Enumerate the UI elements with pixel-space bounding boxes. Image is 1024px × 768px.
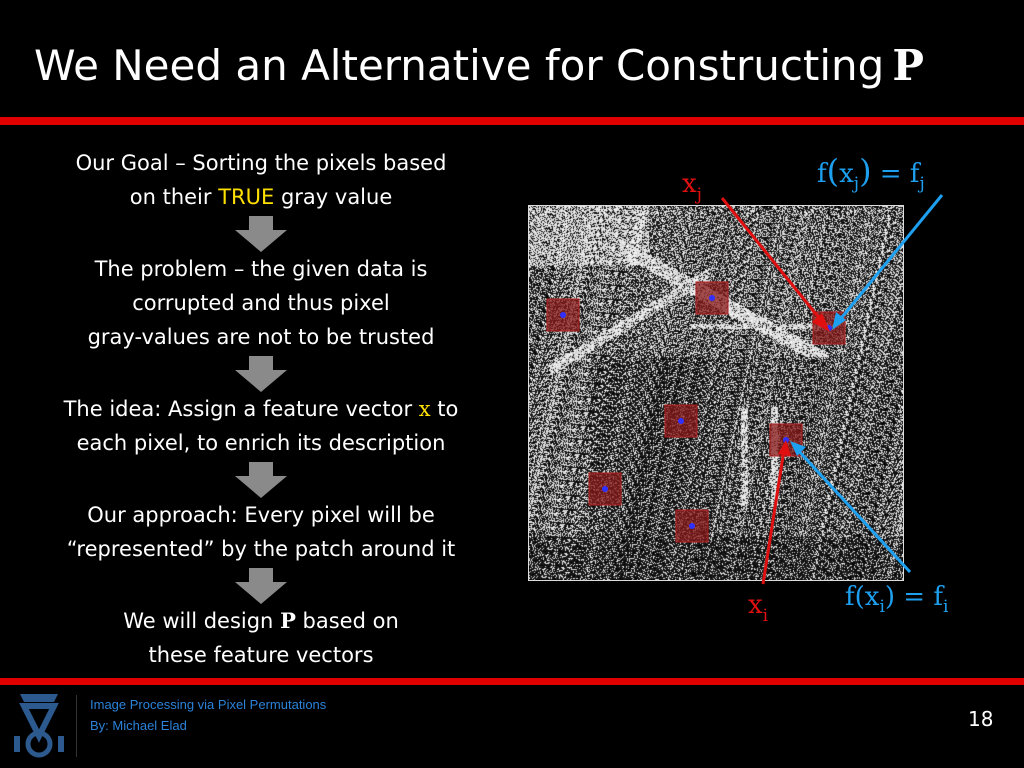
bottom-divider bbox=[0, 678, 1024, 685]
problem-line1: The problem – the given data is bbox=[94, 257, 428, 281]
technion-logo-icon bbox=[10, 690, 68, 760]
step-design bbox=[30, 604, 492, 672]
down-arrow-icon bbox=[233, 568, 289, 604]
slide-title-text: We Need an Alternative for Constructing bbox=[34, 41, 885, 90]
design-line2: these feature vectors bbox=[148, 643, 374, 667]
noisy-image-canvas bbox=[529, 206, 903, 580]
step-idea bbox=[30, 392, 492, 460]
slide-title-symbol: P bbox=[892, 41, 924, 90]
problem-line3: gray-values are not to be trusted bbox=[87, 325, 435, 349]
noisy-house-image bbox=[528, 205, 904, 581]
design-p-symbol: P bbox=[280, 608, 296, 633]
label-fxj: $f(x_j) = f_j$ bbox=[817, 152, 925, 194]
footer-separator bbox=[76, 695, 77, 757]
footer-title: Image Processing via Pixel Permutations bbox=[90, 697, 327, 712]
step-approach bbox=[30, 498, 492, 566]
goal-line1: Our Goal – Sorting the pixels based bbox=[75, 151, 447, 175]
step-goal bbox=[30, 146, 492, 214]
idea-line1-pre: The idea: Assign a feature vector bbox=[63, 397, 413, 421]
label-fxi: $f(x_i) = f_i$ bbox=[845, 582, 949, 617]
problem-line2: corrupted and thus pixel bbox=[132, 291, 390, 315]
goal-true-highlight: TRUE bbox=[218, 185, 275, 209]
slide-title bbox=[34, 40, 924, 92]
down-arrow-icon bbox=[233, 356, 289, 392]
feature-vector-symbol: x bbox=[418, 397, 431, 421]
down-arrow-icon bbox=[233, 216, 289, 252]
idea-line2: each pixel, to enrich its description bbox=[76, 431, 446, 455]
down-arrow-icon bbox=[233, 462, 289, 498]
label-xi: $x_i$ bbox=[748, 590, 769, 626]
steps-column bbox=[30, 146, 492, 672]
approach-line1: Our approach: Every pixel will be bbox=[87, 503, 435, 527]
design-line1-post: based on bbox=[302, 609, 399, 633]
goal-line2-post: gray value bbox=[280, 185, 393, 209]
goal-line2-pre: on their bbox=[129, 185, 212, 209]
design-line1-pre: We will design bbox=[123, 609, 274, 633]
top-divider bbox=[0, 117, 1024, 125]
page-number: 18 bbox=[968, 707, 994, 731]
label-xj: $x_j$ bbox=[682, 169, 702, 205]
footer-author: By: Michael Elad bbox=[90, 718, 187, 733]
idea-line1-post: to bbox=[437, 397, 459, 421]
approach-line2: “represented” by the patch around it bbox=[66, 537, 456, 561]
step-problem bbox=[30, 252, 492, 354]
